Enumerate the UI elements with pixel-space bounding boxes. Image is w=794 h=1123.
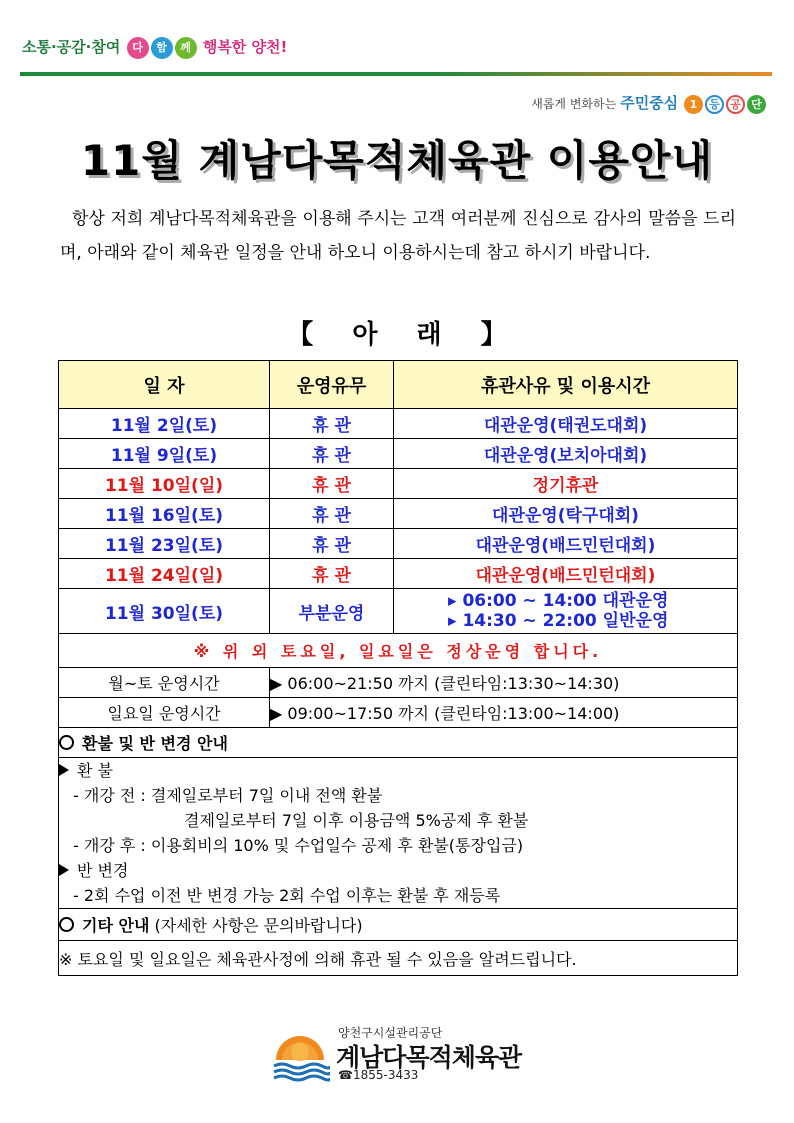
misc-section — [59, 909, 738, 941]
row-status: 휴 관 — [270, 469, 394, 499]
row-reason: 대관운영(태권도대회) — [394, 409, 738, 439]
refund-after-line: - 개강 후 : 이용회비의 10% 및 수업일수 공제 후 환불(통장입금) — [73, 836, 524, 855]
slogan-ball-2: 함 — [151, 37, 173, 59]
misc-title: 기타 안내 — [82, 916, 150, 935]
motto-circle-3: 공 — [726, 95, 745, 114]
hours-row — [59, 698, 738, 728]
row-status: 휴 관 — [270, 499, 394, 529]
schedule-table — [58, 360, 738, 976]
notice-banner: ※ 위 외 토요일, 일요일은 정상운영 합니다. — [59, 634, 738, 668]
circle-bullet-icon — [59, 735, 74, 750]
refund-before-line — [59, 783, 737, 808]
slogan-text: 소통·공감·참여 — [22, 38, 121, 56]
refund-details — [59, 758, 738, 909]
row-reason: 대관운영(보치아대회) — [394, 439, 738, 469]
motto — [531, 92, 766, 114]
footer-note: ※ 토요일 및 일요일은 체육관사정에 의해 휴관 될 수 있음을 알려드립니다. — [59, 941, 738, 976]
table-header-row — [59, 361, 738, 409]
motto-circle-1: 1 — [684, 95, 703, 114]
table-row — [59, 409, 738, 439]
row-status: 휴 관 — [270, 439, 394, 469]
section-heading: 【 아 래 】 — [287, 320, 507, 350]
intro-paragraph — [60, 202, 736, 270]
table-row — [59, 559, 738, 589]
refund-heading-text: 환 불 — [77, 761, 113, 780]
logo-name: 계남다목적체육관 — [336, 1043, 522, 1072]
header-date: 일 자 — [59, 361, 270, 409]
row-date: 11월 23일(토) — [59, 529, 270, 559]
row-status: 휴 관 — [270, 559, 394, 589]
hours-label: 일요일 운영시간 — [59, 698, 270, 728]
row-status: 휴 관 — [270, 409, 394, 439]
misc-note: (자세한 사항은 문의바랍니다) — [154, 916, 363, 935]
row-date: 11월 16일(토) — [59, 499, 270, 529]
refund-before-label: - 개강 전 : — [73, 786, 151, 805]
refund-heading — [59, 758, 737, 783]
change-heading-text: 반 변경 — [77, 861, 129, 880]
row-status: 부분운영 — [270, 589, 394, 634]
triangle-bullet-icon — [59, 864, 69, 876]
slogan-ball-1: 다 — [127, 37, 149, 59]
circle-bullet-icon — [59, 917, 74, 932]
page-title: 11월 계남다목적체육관 이용안내 — [80, 136, 714, 185]
motto-circle-2: 등 — [705, 95, 724, 114]
hours-value: ▶ 09:00~17:50 까지 (클린타임:13:00~14:00) — [270, 698, 738, 728]
table-row — [59, 469, 738, 499]
slogan-tail: 행복한 양천! — [202, 38, 288, 56]
hours-row — [59, 668, 738, 698]
facility-logo — [270, 1020, 540, 1090]
row-date: 11월 24일(일) — [59, 559, 270, 589]
intro-text: 항상 저희 계남다목적체육관을 이용해 주시는 고객 여러분께 진심으로 감사의 말씀을 드리며, 아래와 같이 체육관 일정을 안내 하오니 이용하시는데 참고 하시기 바랍니다. — [60, 209, 736, 263]
logo-phone: ☎1855-3433 — [338, 1068, 419, 1082]
row-date: 11월 30일(토) — [59, 589, 270, 634]
header-divider — [20, 72, 772, 76]
header-status: 운영유무 — [270, 361, 394, 409]
motto-lead: 새롭게 변화하는 — [531, 97, 617, 111]
reason-line: ▸ 14:30 ~ 22:00 일반운영 — [448, 611, 669, 631]
motto-strong: 주민중심 — [620, 94, 679, 112]
row-date: 11월 2일(토) — [59, 409, 270, 439]
table-row — [59, 439, 738, 469]
refund-section-title — [59, 728, 738, 758]
row-reason: 대관운영(배드민턴대회) — [394, 559, 738, 589]
refund-title-text: 환불 및 반 변경 안내 — [82, 734, 228, 753]
table-row — [59, 529, 738, 559]
slogan — [22, 36, 287, 59]
change-line: - 2회 수업 이전 반 변경 가능 2회 수업 이후는 환불 후 재등록 — [73, 886, 501, 905]
refund-before-line-2: 결제일로부터 7일 이후 이용금액 5%공제 후 환불 — [184, 811, 529, 830]
change-heading — [59, 858, 737, 883]
row-status: 휴 관 — [270, 529, 394, 559]
row-reason: 정기휴관 — [394, 469, 738, 499]
table-row — [59, 499, 738, 529]
hours-value: ▶ 06:00~21:50 까지 (클린타임:13:30~14:30) — [270, 668, 738, 698]
row-reason: 대관운영(배드민턴대회) — [394, 529, 738, 559]
slogan-ball-3: 께 — [175, 37, 197, 59]
header-reason: 휴관사유 및 이용시간 — [394, 361, 738, 409]
hours-label: 월~토 운영시간 — [59, 668, 270, 698]
refund-before-text-1: 결제일로부터 7일 이내 전액 환불 — [150, 786, 383, 805]
reason-line: ▸ 06:00 ~ 14:00 대관운영 — [448, 591, 669, 611]
logo-org: 양천구시설관리공단 — [338, 1026, 443, 1040]
row-reason — [394, 589, 738, 634]
row-date: 11월 10일(일) — [59, 469, 270, 499]
table-row — [59, 589, 738, 634]
row-reason: 대관운영(탁구대회) — [394, 499, 738, 529]
motto-circle-4: 단 — [747, 95, 766, 114]
triangle-bullet-icon — [59, 764, 69, 776]
row-date: 11월 9일(토) — [59, 439, 270, 469]
sun-wave-logo-icon — [270, 1026, 330, 1086]
